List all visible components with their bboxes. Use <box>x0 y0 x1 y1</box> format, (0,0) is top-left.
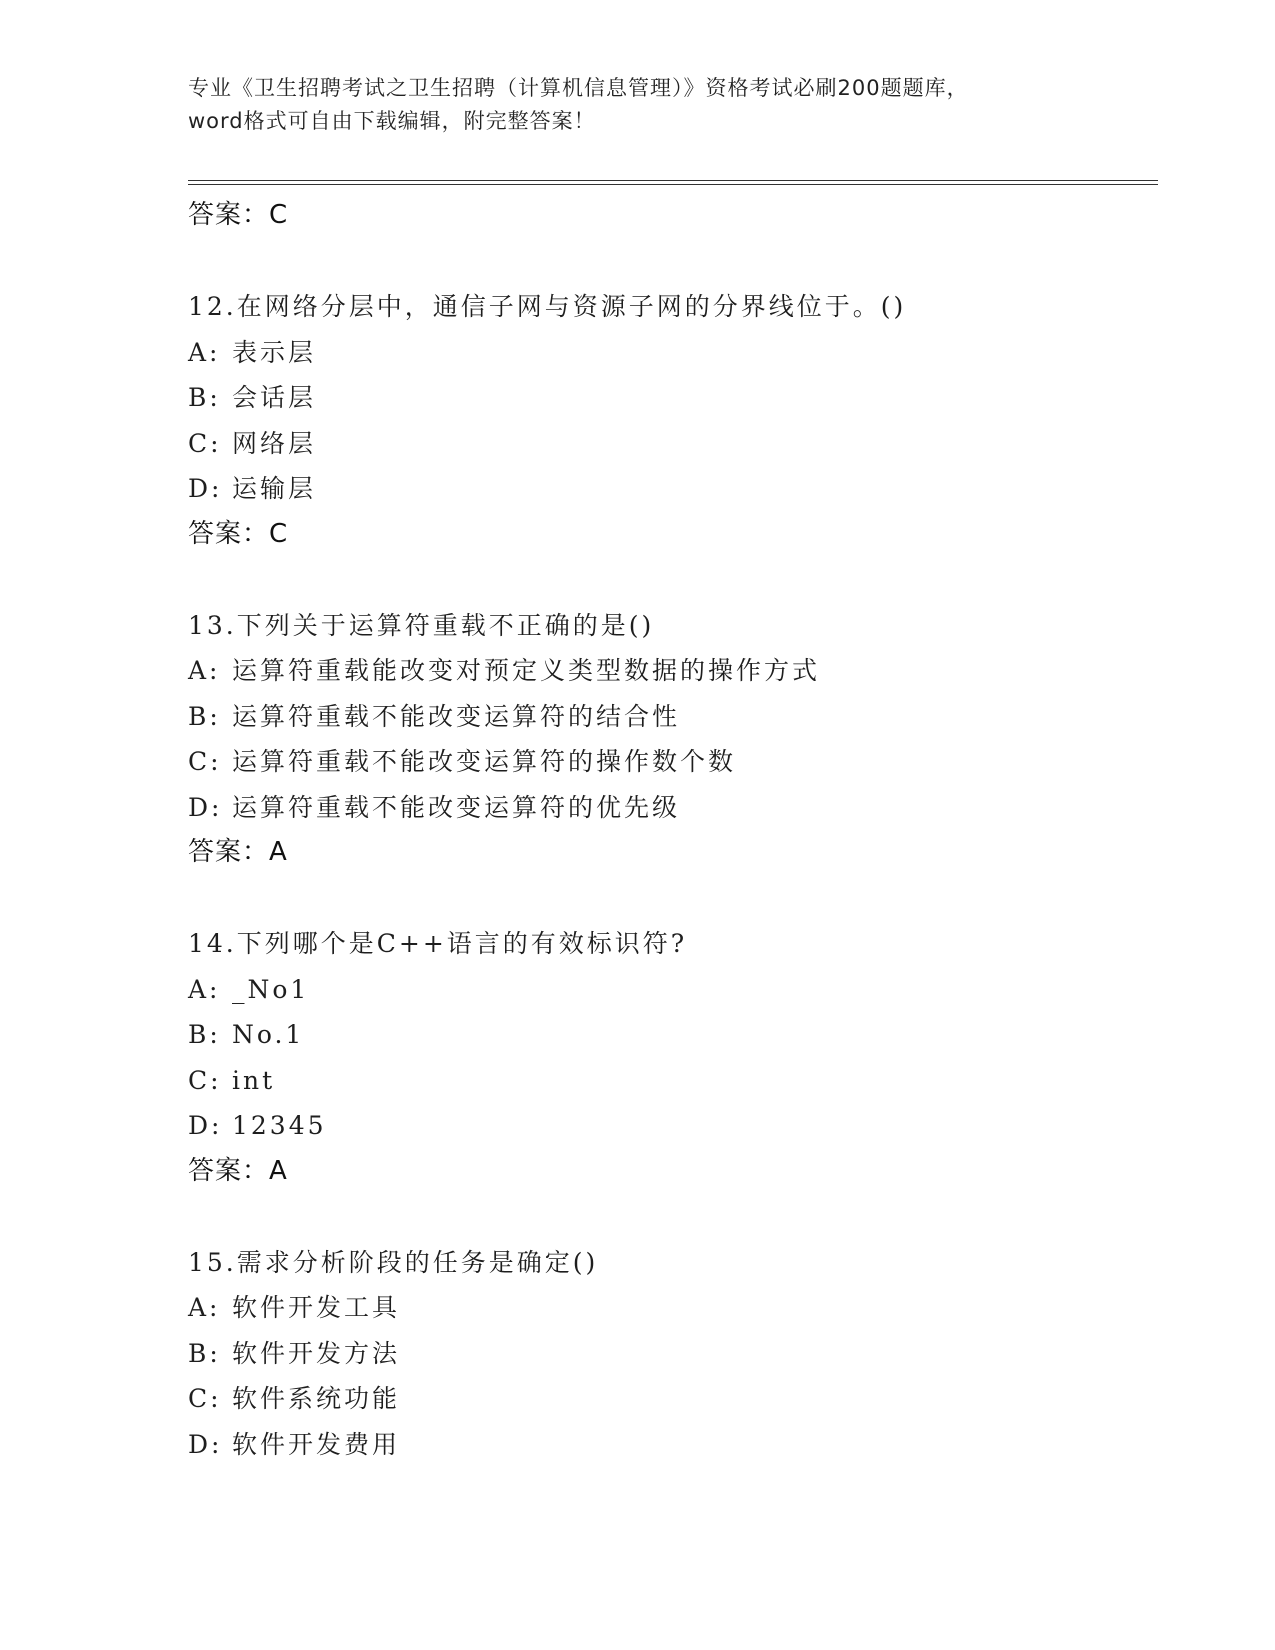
option-text: int <box>232 1065 276 1095</box>
option-key: C: <box>188 1384 222 1413</box>
option-d <box>188 466 1158 512</box>
question-block <box>188 1240 1158 1468</box>
option-text: 表示层 <box>232 337 317 367</box>
option-key: B: <box>188 701 221 731</box>
option-key: B: <box>188 1338 221 1368</box>
document-header <box>188 72 1088 138</box>
option-text: 运算符重载不能改变运算符的结合性 <box>232 701 681 731</box>
option-b <box>188 375 1158 421</box>
header-line-2: word格式可自由下载编辑，附完整答案！ <box>188 109 596 133</box>
option-key: D: <box>188 1111 223 1140</box>
option-text: 软件开发费用 <box>232 1429 401 1459</box>
option-text: 软件开发工具 <box>232 1293 401 1322</box>
spacer <box>188 876 1158 922</box>
spacer <box>188 557 1158 603</box>
option-b <box>188 694 1158 740</box>
option-a <box>188 330 1158 376</box>
option-b <box>188 1331 1158 1377</box>
spacer <box>188 239 1158 285</box>
option-text: 12345 <box>232 1111 327 1140</box>
question-block <box>188 603 1158 876</box>
option-a <box>188 967 1158 1013</box>
option-text: 网络层 <box>232 428 317 458</box>
option-c <box>188 739 1158 785</box>
option-text: 运输层 <box>232 474 317 503</box>
question-stem: 15.需求分析阶段的任务是确定() <box>188 1247 599 1277</box>
option-d <box>188 1103 1158 1149</box>
option-b <box>188 1012 1158 1058</box>
option-key: D: <box>188 1429 223 1459</box>
option-key: B: <box>188 383 221 412</box>
question-stem: 14.下列哪个是C++语言的有效标识符? <box>188 929 688 958</box>
previous-answer: 答案：C <box>188 200 289 230</box>
option-key: C: <box>188 747 222 776</box>
question-list <box>188 193 1158 1467</box>
answer: 答案：A <box>188 1155 288 1186</box>
answer: 答案：A <box>188 837 288 867</box>
option-key: C: <box>188 428 222 458</box>
option-key: B: <box>188 1020 221 1049</box>
option-a <box>188 648 1158 694</box>
spacer <box>188 1194 1158 1240</box>
option-c <box>188 1058 1158 1104</box>
option-key: A: <box>188 337 221 367</box>
option-text: 会话层 <box>232 383 317 412</box>
option-a <box>188 1285 1158 1331</box>
header-divider <box>188 180 1158 185</box>
answer: 答案：C <box>188 518 289 549</box>
question-stem: 13.下列关于运算符重载不正确的是() <box>188 610 655 640</box>
question-block <box>188 284 1158 557</box>
question-block <box>188 921 1158 1194</box>
option-text: 运算符重载能改变对预定义类型数据的操作方式 <box>232 656 821 685</box>
option-key: C: <box>188 1065 222 1095</box>
option-text: 软件开发方法 <box>232 1338 401 1368</box>
option-c <box>188 1376 1158 1422</box>
option-text: _No1 <box>232 974 310 1004</box>
option-d <box>188 1422 1158 1468</box>
option-key: D: <box>188 792 223 822</box>
option-text: 软件系统功能 <box>232 1384 401 1413</box>
option-key: D: <box>188 474 223 503</box>
option-key: A: <box>188 656 221 685</box>
option-key: A: <box>188 1293 221 1322</box>
option-c <box>188 421 1158 467</box>
header-line-1: 专业《卫生招聘考试之卫生招聘（计算机信息管理）》资格考试必刷200题题库， <box>188 76 969 100</box>
option-text: No.1 <box>232 1020 305 1049</box>
option-text: 运算符重载不能改变运算符的操作数个数 <box>232 747 737 776</box>
option-text: 运算符重载不能改变运算符的优先级 <box>232 792 681 822</box>
option-d <box>188 785 1158 831</box>
option-key: A: <box>188 974 221 1004</box>
question-stem: 12.在网络分层中，通信子网与资源子网的分界线位于。() <box>188 292 907 321</box>
